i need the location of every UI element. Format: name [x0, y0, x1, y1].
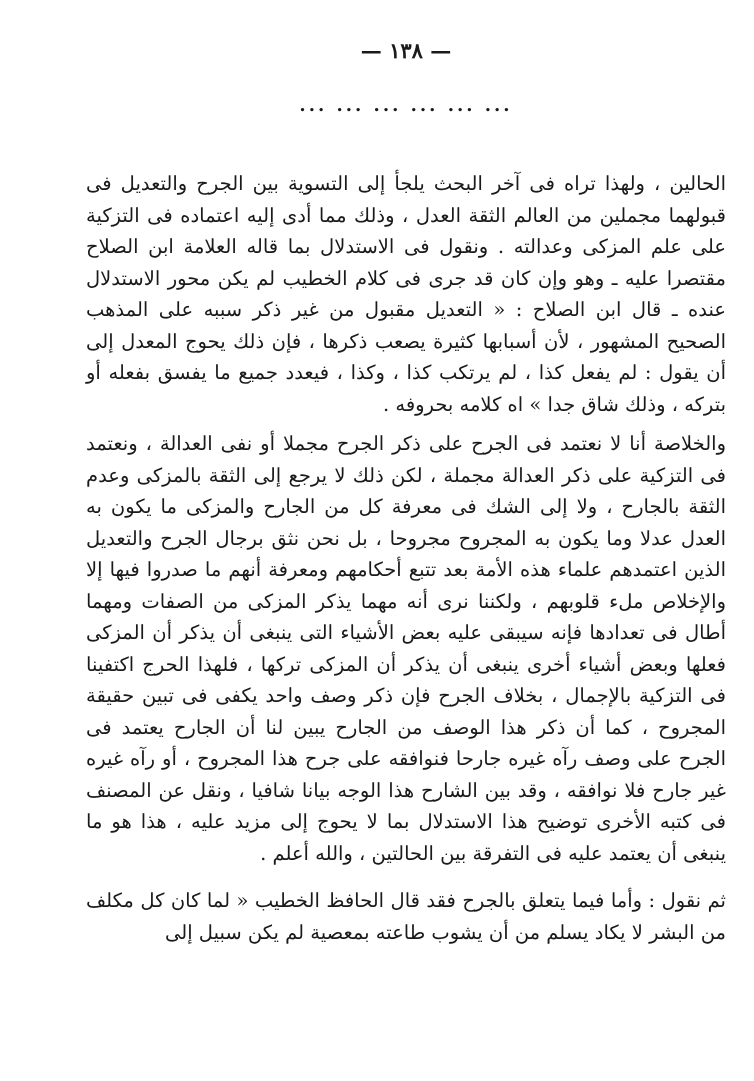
- section-separator: ... ... ... ... ... ...: [299, 95, 513, 116]
- body-text: [86, 168, 726, 948]
- paragraph-3: ثم نقول : وأما فيما يتعلق بالجرح فقد قال الحافظ الخطيب « لما كان كل مكلف من البشر لا يكاد يسلم من أن يشوب طاعته بمعصية لم يكن سبيل إلى: [86, 889, 726, 944]
- book-page: [86, 0, 726, 1081]
- paragraph-2: والخلاصة أنا لا نعتمد فى الجرح على ذكر الجرح مجملا أو نفى العدالة ، ونعتمد فى التزكية على ذكر العدالة مجملة ، لكن ذلك لا يرجع إلى الثقة بالمزكى وعدم الثقة بالجارح ، ولا إلى الشك فى معرفة كل من الجارح والمزكى ما يكون به العدل عدلا وما يكون به المجروح مجروحا ، بل نحن نثق برجال الجرح والتعديل الذين اعتمدهم علماء هذه الأمة بعد تتبع أحكامهم ومعرفة أنهم ما صدروا فيها إلا والإخلاص ملء قلوبهم ، ولكننا نرى أنه مهما يذكر المزكى من الصفات ومهما أطال فى تعدادها فإنه سيبقى عليه بعض الأشياء التى ينبغى أن يذكر أن المزكى فعلها وبعض أشياء أخرى ينبغى أن يذكر أن المزكى تركها ، فلهذا الحرج اكتفينا فى التزكية بالإجمال ، بخلاف الجرح فإن ذكر وصف واحد يكفى فى تبين حقيقة المجروح ، كما أن ذكر هذا الوصف من الجارح يبين لنا أن الجارح يعتمد فى الجرح على وصف رآه غيره جارحا فنوافقه على جرح هذا المجروح ، أو رآه غيره غير جارح فلا نوافقه ، وقد بين الشارح هذا الوجه بيانا شافيا ، ونقل عن المصنف فى كتبه الأخرى توضيح هذا الاستدلال بما لا يحوج إلى مزيد عليه ، هذا هو ما ينبغى أن يعتمد عليه فى التفرقة بين الحالتين ، والله أعلم .: [86, 432, 726, 865]
- paragraph-1: الحالين ، ولهذا تراه فى آخر البحث يلجأ إلى التسوية بين الجرح والتعديل فى قبولهما مجملين من العالم الثقة العدل ، وذلك مما أدى إليه اعتماده فى التزكية على علم المزكى وعدالته . ونقول فى الاستدلال بما قاله العلامة ابن الصلاح مقتصرا عليه ـ وهو وإن كان قد جرى فى كلام الخطيب لم يكن محور الاستدلال عنده ـ قال ابن الصلاح : « التعديل مقبول من غير ذكر سببه على المذهب الصحيح المشهور ، لأن أسبابها كثيرة يصعب ذكرها ، فإن ذلك يحوج المعدل إلى أن يقول : لم يفعل كذا ، لم يرتكب كذا ، وكذا ، فيعدد جميع ما يفسق بفعله أو بتركه ، وذلك شاق جدا » اه كلامه بحروفه .: [86, 172, 726, 416]
- page-number: — ١٣٨ —: [360, 38, 452, 63]
